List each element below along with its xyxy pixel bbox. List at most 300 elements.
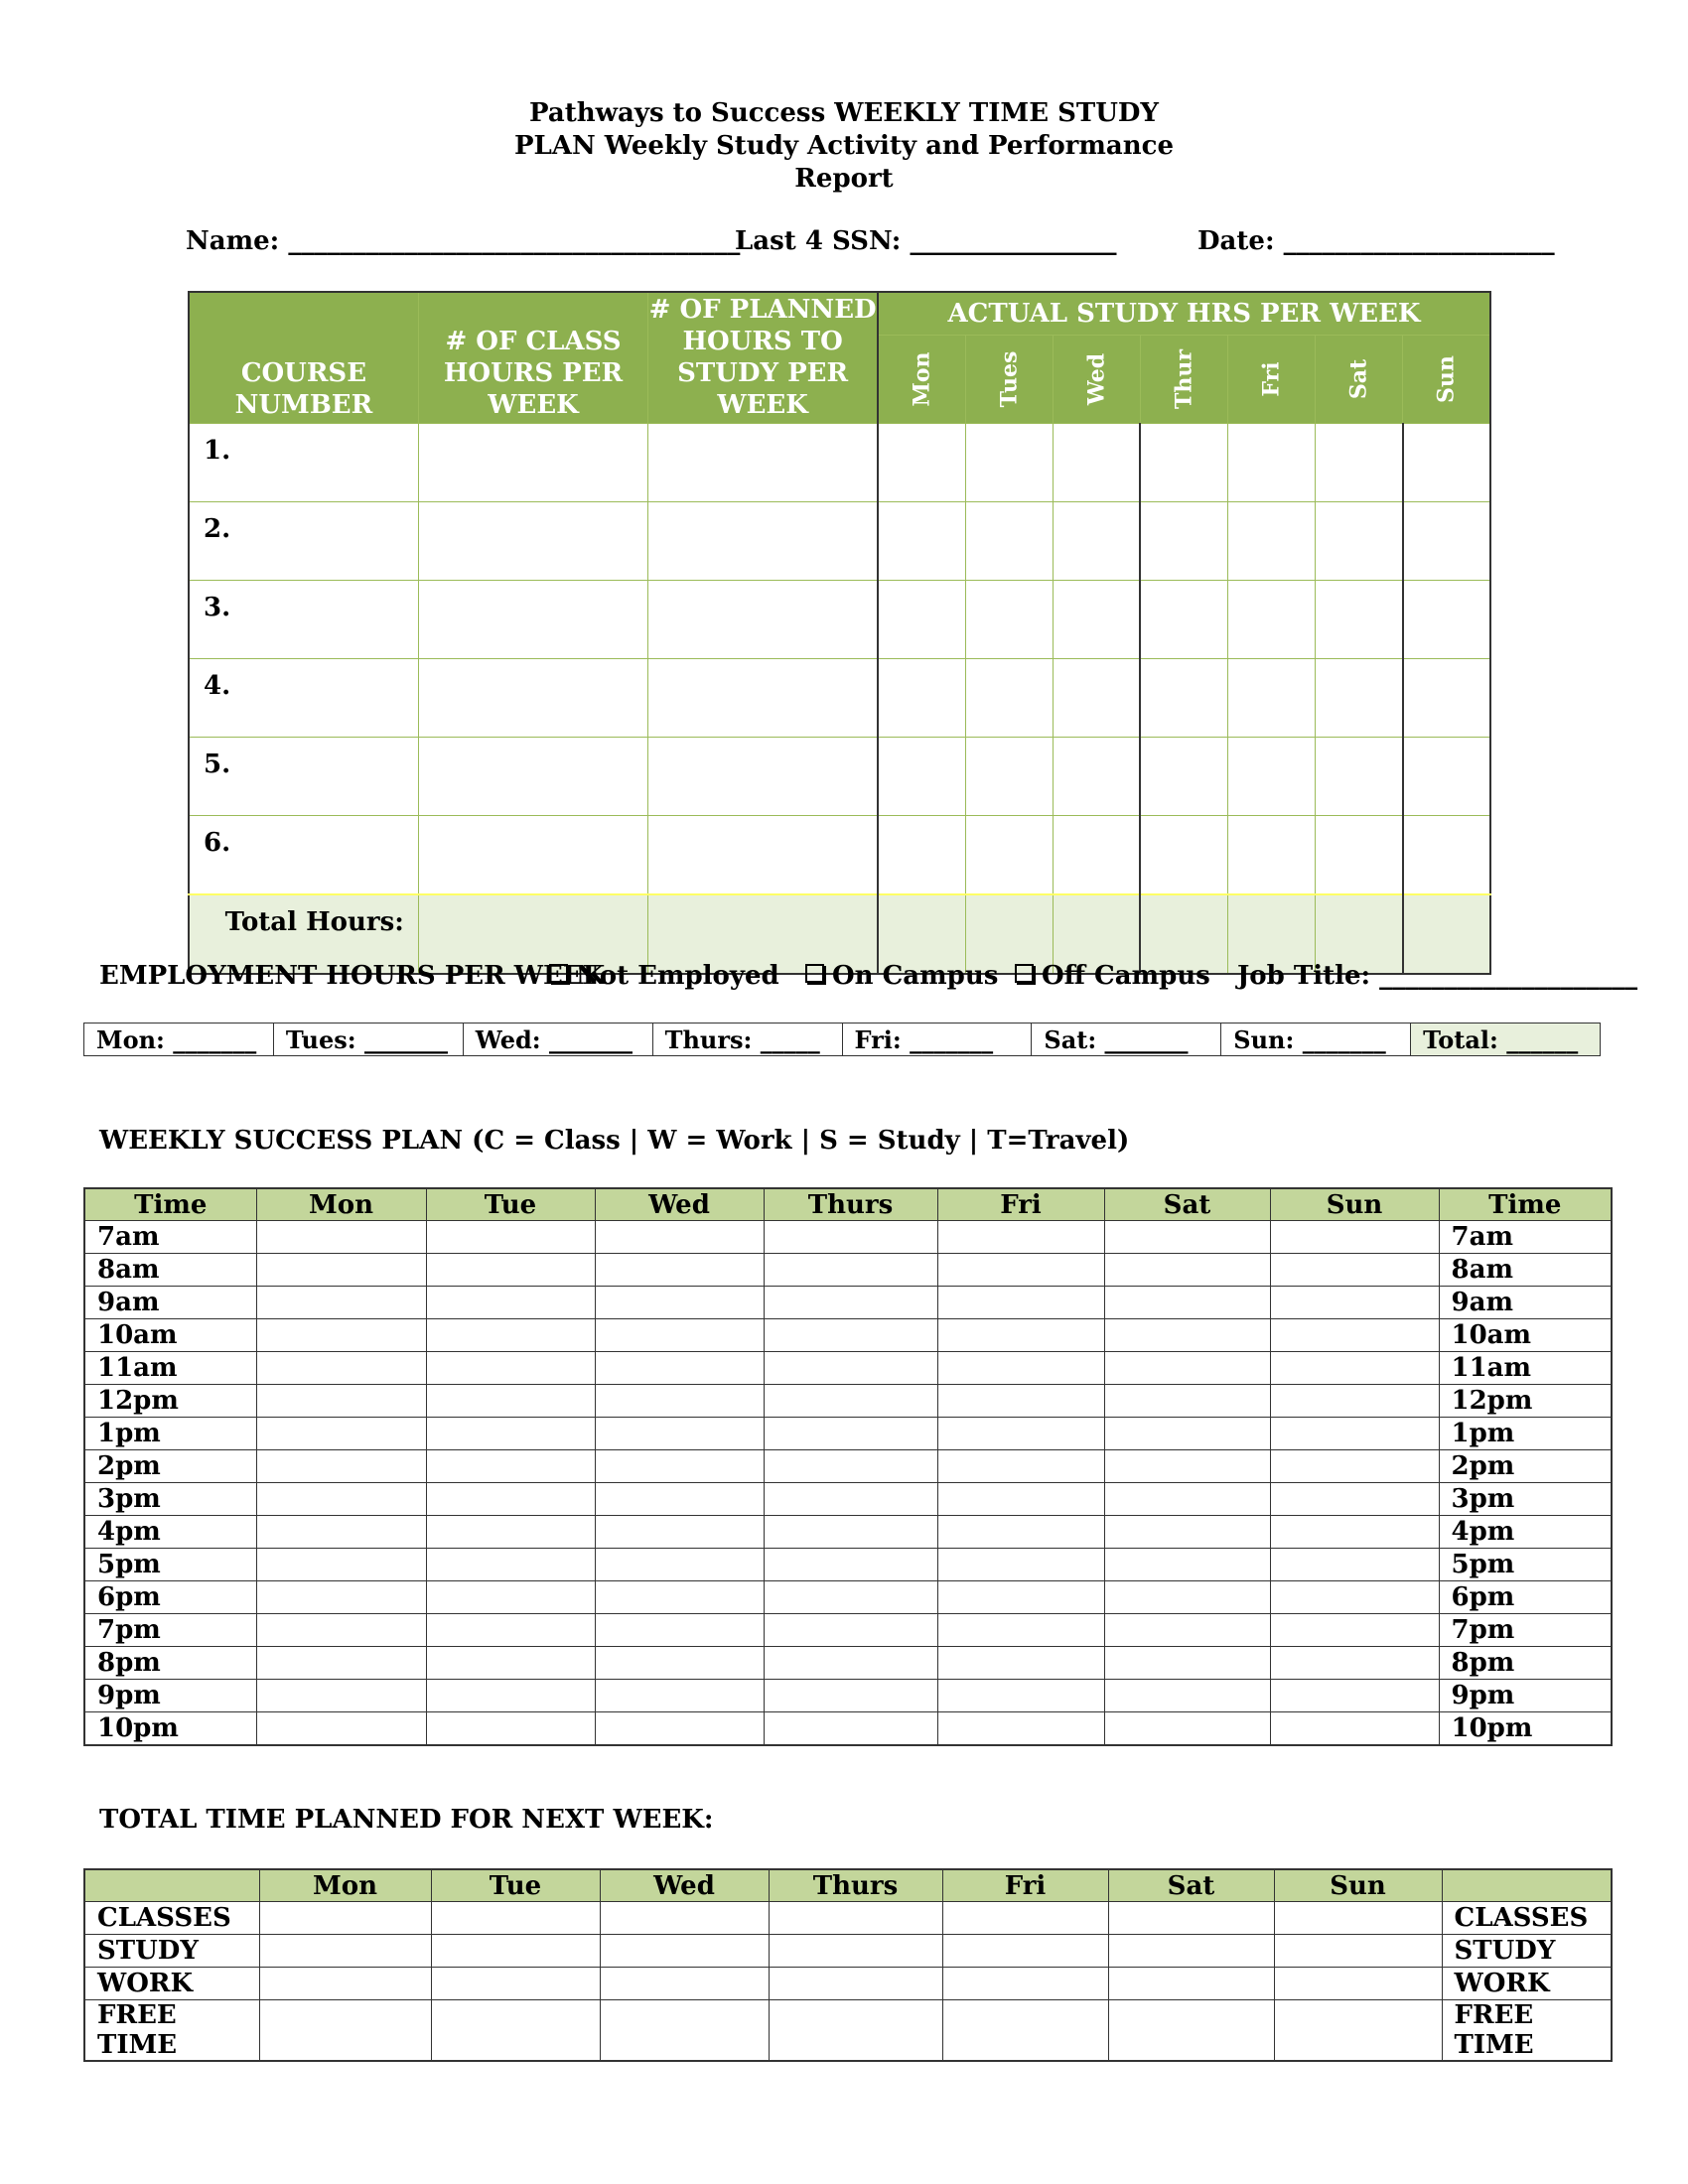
schedule-cell[interactable] (595, 1287, 764, 1319)
planned-time-cell[interactable] (1108, 1968, 1274, 2000)
day-mon: Mon (878, 336, 965, 424)
planned-time-cell[interactable] (1108, 2000, 1274, 2062)
schedule-cell[interactable] (764, 1581, 937, 1614)
planned-time-cell[interactable] (1274, 1902, 1442, 1935)
time-row (84, 1254, 1612, 1287)
schedule-cell[interactable] (595, 1549, 764, 1581)
schedule-cell[interactable] (256, 1254, 426, 1287)
category-label: STUDY (84, 1935, 259, 1968)
category-label: CLASSES (84, 1902, 259, 1935)
study-hours-cell[interactable] (1403, 738, 1490, 816)
day-wed: Wed (1053, 336, 1140, 424)
schedule-cell[interactable] (1104, 1516, 1270, 1549)
schedule-cell[interactable] (256, 1352, 426, 1385)
study-hours-cell[interactable] (878, 816, 965, 895)
class-hours-cell[interactable] (418, 816, 647, 895)
schedule-cell[interactable] (595, 1680, 764, 1712)
success-plan-col-header: Fri (937, 1188, 1104, 1221)
schedule-cell[interactable] (595, 1352, 764, 1385)
schedule-cell[interactable] (937, 1614, 1104, 1647)
on-campus-label: On Campus (832, 961, 999, 991)
schedule-cell[interactable] (1270, 1549, 1439, 1581)
schedule-cell[interactable] (595, 1319, 764, 1352)
course-number-cell[interactable]: 2. (189, 502, 418, 581)
course-row (189, 502, 1490, 581)
study-hours-cell[interactable] (878, 424, 965, 502)
course-row (189, 424, 1490, 502)
study-hours-cell[interactable] (1316, 424, 1403, 502)
schedule-cell[interactable] (256, 1450, 426, 1483)
schedule-cell[interactable] (595, 1614, 764, 1647)
study-hours-cell[interactable] (878, 659, 965, 738)
schedule-cell[interactable] (1104, 1581, 1270, 1614)
schedule-cell[interactable] (1104, 1385, 1270, 1418)
schedule-cell[interactable] (937, 1385, 1104, 1418)
schedule-cell[interactable] (1104, 1450, 1270, 1483)
course-number-cell[interactable]: 6. (189, 816, 418, 895)
planned-time-cell[interactable] (259, 2000, 431, 2062)
planned-time-cell[interactable] (431, 1935, 600, 1968)
next-week-col-header: Wed (600, 1869, 769, 1902)
success-plan-col-header: Wed (595, 1188, 764, 1221)
planned-time-cell[interactable] (1108, 1935, 1274, 1968)
schedule-cell[interactable] (426, 1319, 595, 1352)
planned-hours-cell[interactable] (648, 738, 878, 816)
schedule-cell[interactable] (764, 1221, 937, 1254)
planned-time-cell[interactable] (431, 1902, 600, 1935)
study-hours-cell[interactable] (1316, 659, 1403, 738)
time-label: 10am (84, 1319, 256, 1352)
study-hours-cell[interactable] (1140, 659, 1227, 738)
schedule-cell[interactable] (1270, 1221, 1439, 1254)
time-row (84, 1483, 1612, 1516)
schedule-cell[interactable] (764, 1549, 937, 1581)
schedule-cell[interactable] (764, 1516, 937, 1549)
page-title (0, 97, 1688, 196)
success-plan-col-header: Sun (1270, 1188, 1439, 1221)
time-label-right: 6pm (1439, 1581, 1612, 1614)
schedule-cell[interactable] (1270, 1581, 1439, 1614)
course-row (189, 581, 1490, 659)
study-hours-cell[interactable] (1140, 581, 1227, 659)
time-label: 10pm (84, 1712, 256, 1746)
study-hours-cell[interactable] (965, 581, 1053, 659)
course-row (189, 738, 1490, 816)
schedule-cell[interactable] (1104, 1614, 1270, 1647)
employment-hours-table (83, 1023, 1601, 1056)
planned-time-cell[interactable] (431, 1968, 600, 2000)
planned-time-cell[interactable] (600, 1902, 769, 1935)
class-hours-cell[interactable] (418, 738, 647, 816)
schedule-cell[interactable] (595, 1418, 764, 1450)
planned-time-cell[interactable] (600, 1935, 769, 1968)
study-hours-cell[interactable] (965, 424, 1053, 502)
time-label: 2pm (84, 1450, 256, 1483)
schedule-cell[interactable] (256, 1385, 426, 1418)
schedule-cell[interactable] (1104, 1287, 1270, 1319)
schedule-cell[interactable] (256, 1319, 426, 1352)
schedule-cell[interactable] (426, 1483, 595, 1516)
category-label: WORK (84, 1968, 259, 2000)
schedule-cell[interactable] (937, 1254, 1104, 1287)
checkbox-icon[interactable] (549, 964, 568, 983)
schedule-cell[interactable] (595, 1647, 764, 1680)
schedule-cell[interactable] (937, 1516, 1104, 1549)
schedule-cell[interactable] (764, 1647, 937, 1680)
schedule-cell[interactable] (595, 1221, 764, 1254)
study-hours-cell[interactable] (1140, 502, 1227, 581)
schedule-cell[interactable] (426, 1418, 595, 1450)
success-plan-col-header: Thurs (764, 1188, 937, 1221)
study-hours-cell[interactable] (1403, 816, 1490, 895)
success-plan-table (83, 1187, 1613, 1746)
study-hours-cell[interactable] (965, 502, 1053, 581)
schedule-cell[interactable] (1104, 1254, 1270, 1287)
schedule-cell[interactable] (426, 1712, 595, 1746)
schedule-cell[interactable] (937, 1418, 1104, 1450)
schedule-cell[interactable] (595, 1385, 764, 1418)
schedule-cell[interactable] (937, 1287, 1104, 1319)
planned-hours-cell[interactable] (648, 424, 878, 502)
next-week-col-header (1442, 1869, 1612, 1902)
study-hours-cell[interactable] (1053, 502, 1140, 581)
col-course-number: COURSE NUMBER (189, 292, 418, 424)
schedule-cell[interactable] (1270, 1647, 1439, 1680)
study-hours-cell[interactable] (1228, 581, 1316, 659)
planned-time-cell[interactable] (942, 1902, 1108, 1935)
planned-time-cell[interactable] (259, 1968, 431, 2000)
schedule-cell[interactable] (1270, 1516, 1439, 1549)
schedule-cell[interactable] (937, 1647, 1104, 1680)
schedule-cell[interactable] (426, 1221, 595, 1254)
schedule-cell[interactable] (1270, 1483, 1439, 1516)
study-hours-cell[interactable] (1228, 424, 1316, 502)
schedule-cell[interactable] (937, 1221, 1104, 1254)
schedule-cell[interactable] (256, 1516, 426, 1549)
schedule-cell[interactable] (764, 1712, 937, 1746)
category-row (84, 2000, 1612, 2062)
schedule-cell[interactable] (937, 1680, 1104, 1712)
time-row (84, 1712, 1612, 1746)
not-employed-option[interactable] (549, 961, 779, 991)
time-row (84, 1614, 1612, 1647)
study-hours-cell[interactable] (965, 738, 1053, 816)
schedule-cell[interactable] (426, 1581, 595, 1614)
schedule-cell[interactable] (426, 1647, 595, 1680)
schedule-cell[interactable] (256, 1647, 426, 1680)
schedule-cell[interactable] (256, 1221, 426, 1254)
schedule-cell[interactable] (764, 1254, 937, 1287)
schedule-cell[interactable] (1104, 1418, 1270, 1450)
time-label-right: 10pm (1439, 1712, 1612, 1746)
time-label-right: 5pm (1439, 1549, 1612, 1581)
schedule-cell[interactable] (764, 1352, 937, 1385)
schedule-cell[interactable] (1270, 1450, 1439, 1483)
time-label: 5pm (84, 1549, 256, 1581)
course-number-cell[interactable]: 5. (189, 738, 418, 816)
class-hours-cell[interactable] (418, 581, 647, 659)
study-hours-cell[interactable] (1403, 502, 1490, 581)
schedule-cell[interactable] (764, 1319, 937, 1352)
study-hours-cell[interactable] (1140, 738, 1227, 816)
schedule-cell[interactable] (256, 1483, 426, 1516)
study-hours-cell[interactable] (1316, 502, 1403, 581)
planned-time-cell[interactable] (769, 1935, 942, 1968)
ssn-field[interactable]: Last 4 SSN: ________________ (735, 226, 1117, 256)
schedule-cell[interactable] (937, 1319, 1104, 1352)
schedule-cell[interactable] (595, 1516, 764, 1549)
category-row (84, 1935, 1612, 1968)
schedule-cell[interactable] (426, 1254, 595, 1287)
study-hours-cell[interactable] (965, 816, 1053, 895)
off-campus-option[interactable] (1015, 961, 1210, 991)
time-row (84, 1287, 1612, 1319)
schedule-cell[interactable] (595, 1483, 764, 1516)
schedule-cell[interactable] (1104, 1319, 1270, 1352)
study-hours-cell[interactable] (965, 659, 1053, 738)
schedule-cell[interactable] (937, 1352, 1104, 1385)
study-hours-cell[interactable] (1053, 816, 1140, 895)
schedule-cell[interactable] (937, 1549, 1104, 1581)
schedule-cell[interactable] (1270, 1319, 1439, 1352)
employment-day-field[interactable]: Sun: _______ (1221, 1024, 1411, 1056)
day-tues: Tues (965, 336, 1053, 424)
time-label: 1pm (84, 1418, 256, 1450)
study-hours-cell[interactable] (1403, 659, 1490, 738)
time-label-right: 12pm (1439, 1385, 1612, 1418)
time-row (84, 1418, 1612, 1450)
schedule-cell[interactable] (1270, 1712, 1439, 1746)
planned-time-cell[interactable] (769, 1968, 942, 2000)
schedule-cell[interactable] (1104, 1483, 1270, 1516)
on-campus-option[interactable] (805, 961, 998, 991)
next-week-col-header: Fri (942, 1869, 1108, 1902)
planned-time-cell[interactable] (600, 2000, 769, 2062)
time-label-right: 7pm (1439, 1614, 1612, 1647)
day-thur: Thur (1140, 336, 1227, 424)
time-label-right: 7am (1439, 1221, 1612, 1254)
schedule-cell[interactable] (1104, 1549, 1270, 1581)
study-hours-cell[interactable] (1316, 816, 1403, 895)
study-hours-cell[interactable] (1053, 424, 1140, 502)
planned-time-cell[interactable] (259, 1935, 431, 1968)
time-label: 8pm (84, 1647, 256, 1680)
study-hours-cell[interactable] (1140, 816, 1227, 895)
schedule-cell[interactable] (426, 1352, 595, 1385)
planned-hours-cell[interactable] (648, 659, 878, 738)
schedule-cell[interactable] (764, 1385, 937, 1418)
col-class-hours: # OF CLASS HOURS PER WEEK (418, 292, 647, 424)
schedule-cell[interactable] (1270, 1352, 1439, 1385)
time-label: 12pm (84, 1385, 256, 1418)
success-plan-col-header: Tue (426, 1188, 595, 1221)
planned-time-cell[interactable] (942, 1935, 1108, 1968)
schedule-cell[interactable] (595, 1581, 764, 1614)
schedule-cell[interactable] (937, 1483, 1104, 1516)
time-label-right: 11am (1439, 1352, 1612, 1385)
study-hours-cell[interactable] (1053, 581, 1140, 659)
time-label: 3pm (84, 1483, 256, 1516)
study-hours-cell[interactable] (878, 738, 965, 816)
schedule-cell[interactable] (256, 1418, 426, 1450)
schedule-cell[interactable] (1104, 1712, 1270, 1746)
study-hours-cell[interactable] (1228, 502, 1316, 581)
time-label: 11am (84, 1352, 256, 1385)
study-hours-cell[interactable] (1053, 738, 1140, 816)
time-label: 4pm (84, 1516, 256, 1549)
schedule-cell[interactable] (426, 1614, 595, 1647)
time-label: 9am (84, 1287, 256, 1319)
time-label: 7pm (84, 1614, 256, 1647)
planned-time-cell[interactable] (259, 1902, 431, 1935)
schedule-cell[interactable] (426, 1680, 595, 1712)
planned-time-cell[interactable] (600, 1968, 769, 2000)
schedule-cell[interactable] (764, 1483, 937, 1516)
schedule-cell[interactable] (256, 1581, 426, 1614)
schedule-cell[interactable] (937, 1581, 1104, 1614)
next-week-table (83, 1868, 1613, 2062)
employment-day-field[interactable]: Wed: _______ (463, 1024, 652, 1056)
name-field[interactable]: Name: ___________________________________ (186, 226, 741, 256)
schedule-cell[interactable] (256, 1549, 426, 1581)
success-plan-heading: WEEKLY SUCCESS PLAN (C = Class | W = Work | S = Study | T=Travel) (99, 1126, 1130, 1156)
schedule-cell[interactable] (256, 1680, 426, 1712)
study-hours-cell[interactable] (1403, 424, 1490, 502)
planned-time-cell[interactable] (942, 1968, 1108, 2000)
total-hours-label: Total Hours: (189, 894, 418, 974)
day-fri: Fri (1228, 336, 1316, 424)
day-sun: Sun (1403, 336, 1490, 424)
study-hours-cell[interactable] (1228, 738, 1316, 816)
schedule-cell[interactable] (1270, 1680, 1439, 1712)
employment-day-field[interactable]: Sat: _______ (1032, 1024, 1221, 1056)
time-row (84, 1647, 1612, 1680)
schedule-cell[interactable] (1104, 1680, 1270, 1712)
course-number-cell[interactable]: 1. (189, 424, 418, 502)
success-plan-col-header: Time (84, 1188, 256, 1221)
study-hours-cell[interactable] (1403, 581, 1490, 659)
time-row (84, 1385, 1612, 1418)
planned-time-cell[interactable] (1274, 2000, 1442, 2062)
time-row (84, 1450, 1612, 1483)
schedule-cell[interactable] (426, 1549, 595, 1581)
study-hours-cell[interactable] (1228, 816, 1316, 895)
study-hours-cell[interactable] (1228, 659, 1316, 738)
day-sat: Sat (1316, 336, 1403, 424)
schedule-cell[interactable] (1104, 1221, 1270, 1254)
planned-hours-cell[interactable] (648, 581, 878, 659)
off-campus-label: Off Campus (1042, 961, 1210, 991)
schedule-cell[interactable] (1104, 1352, 1270, 1385)
schedule-cell[interactable] (937, 1712, 1104, 1746)
next-week-heading: TOTAL TIME PLANNED FOR NEXT WEEK: (99, 1805, 714, 1835)
schedule-cell[interactable] (426, 1516, 595, 1549)
time-label-right: 9pm (1439, 1680, 1612, 1712)
next-week-col-header: Sat (1108, 1869, 1274, 1902)
time-row (84, 1680, 1612, 1712)
study-hours-cell[interactable] (878, 502, 965, 581)
schedule-cell[interactable] (764, 1680, 937, 1712)
class-hours-cell[interactable] (418, 502, 647, 581)
schedule-cell[interactable] (426, 1450, 595, 1483)
schedule-cell[interactable] (1104, 1647, 1270, 1680)
course-table (188, 291, 1491, 975)
schedule-cell[interactable] (595, 1712, 764, 1746)
schedule-cell[interactable] (764, 1418, 937, 1450)
course-number-cell[interactable]: 3. (189, 581, 418, 659)
schedule-cell[interactable] (764, 1614, 937, 1647)
time-label: 9pm (84, 1680, 256, 1712)
class-hours-cell[interactable] (418, 424, 647, 502)
planned-hours-cell[interactable] (648, 502, 878, 581)
planned-time-cell[interactable] (1108, 1902, 1274, 1935)
schedule-cell[interactable] (256, 1712, 426, 1746)
schedule-cell[interactable] (595, 1450, 764, 1483)
schedule-cell[interactable] (426, 1385, 595, 1418)
schedule-cell[interactable] (764, 1287, 937, 1319)
schedule-cell[interactable] (1270, 1385, 1439, 1418)
study-hours-cell[interactable] (1316, 581, 1403, 659)
employment-heading: EMPLOYMENT HOURS PER WEEK (99, 961, 606, 991)
time-label: 7am (84, 1221, 256, 1254)
title-line-3: Report (794, 164, 894, 194)
job-title-field[interactable]: Job Title: ____________________ (1237, 961, 1638, 991)
employment-day-field[interactable]: Fri: _______ (842, 1024, 1032, 1056)
next-week-col-header (84, 1869, 259, 1902)
schedule-cell[interactable] (426, 1287, 595, 1319)
checkbox-icon[interactable] (1015, 964, 1034, 983)
schedule-cell[interactable] (256, 1287, 426, 1319)
schedule-cell[interactable] (256, 1614, 426, 1647)
category-label: FREE TIME (84, 2000, 259, 2062)
schedule-cell[interactable] (595, 1254, 764, 1287)
study-hours-cell[interactable] (878, 581, 965, 659)
employment-total-field[interactable]: Total: ______ (1411, 1024, 1601, 1056)
schedule-cell[interactable] (937, 1450, 1104, 1483)
schedule-cell[interactable] (1270, 1287, 1439, 1319)
category-label-right: CLASSES (1442, 1902, 1612, 1935)
date-field[interactable]: Date: _____________________ (1197, 226, 1555, 256)
time-row (84, 1221, 1612, 1254)
planned-time-cell[interactable] (431, 2000, 600, 2062)
study-hours-cell[interactable] (1053, 659, 1140, 738)
planned-time-cell[interactable] (1274, 1935, 1442, 1968)
planned-time-cell[interactable] (769, 2000, 942, 2062)
employment-day-field[interactable]: Thurs: _____ (652, 1024, 842, 1056)
class-hours-cell[interactable] (418, 659, 647, 738)
employment-day-field[interactable]: Tues: _______ (273, 1024, 463, 1056)
course-number-cell[interactable]: 4. (189, 659, 418, 738)
study-hours-cell[interactable] (1140, 424, 1227, 502)
success-plan-col-header: Sat (1104, 1188, 1270, 1221)
schedule-cell[interactable] (1270, 1254, 1439, 1287)
schedule-cell[interactable] (1270, 1614, 1439, 1647)
success-plan-col-header: Time (1439, 1188, 1612, 1221)
planned-time-cell[interactable] (769, 1902, 942, 1935)
time-row (84, 1581, 1612, 1614)
planned-hours-cell[interactable] (648, 816, 878, 895)
employment-day-field[interactable]: Mon: _______ (84, 1024, 274, 1056)
time-label-right: 8am (1439, 1254, 1612, 1287)
study-hours-cell[interactable] (1316, 738, 1403, 816)
next-week-col-header: Mon (259, 1869, 431, 1902)
schedule-cell[interactable] (764, 1450, 937, 1483)
schedule-cell[interactable] (1270, 1418, 1439, 1450)
planned-time-cell[interactable] (942, 2000, 1108, 2062)
next-week-col-header: Thurs (769, 1869, 942, 1902)
checkbox-icon[interactable] (805, 964, 824, 983)
planned-time-cell[interactable] (1274, 1968, 1442, 2000)
